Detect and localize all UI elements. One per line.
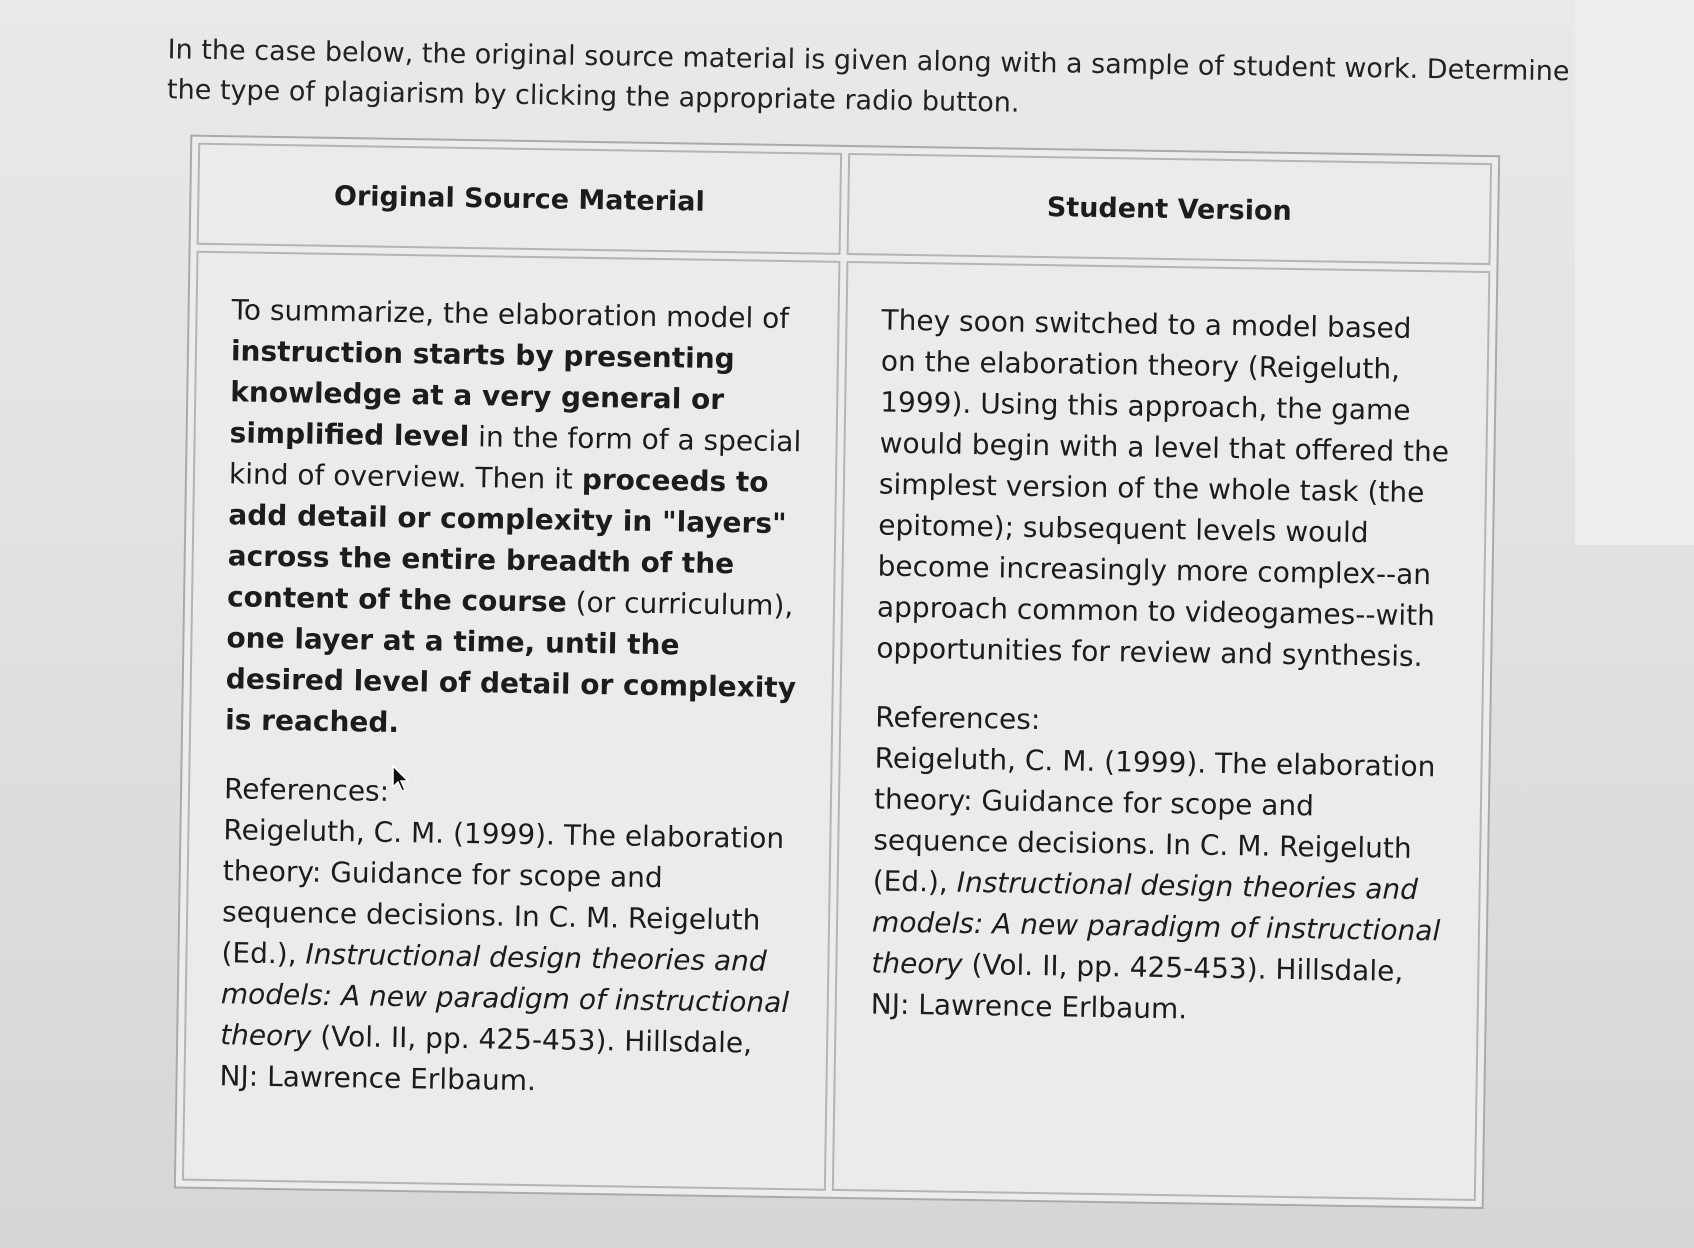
- original-citation: [219, 809, 795, 1105]
- passage-segment: in the form of a special kind of overview. Then it: [228, 420, 802, 496]
- original-passage: [225, 289, 804, 749]
- mouse-pointer-icon: [392, 765, 412, 793]
- citation-part: Reigeluth, C. M. (1999). The elaboration theory: Guidance for scope and sequence decisions. In C. M. Reigeluth (Ed.),: [221, 813, 785, 971]
- right-panel-strip: [1575, 0, 1694, 545]
- header-original: Original Source Material: [197, 143, 843, 255]
- citation-part: (Vol. II, pp. 425-453). Hillsdale, NJ: Lawrence Erlbaum.: [870, 947, 1404, 1026]
- citation-part: (Vol. II, pp. 425-453). Hillsdale, NJ: Lawrence Erlbaum.: [219, 1019, 753, 1098]
- passage-segment: To summarize, the elaboration model of: [231, 293, 790, 336]
- student-citation: [870, 737, 1446, 1033]
- original-references-label: References:: [223, 772, 390, 808]
- passage-segment-bold: one layer at a time, until the desired level of detail or complexity is reached.: [224, 621, 797, 739]
- header-student: Student Version: [847, 153, 1493, 265]
- passage-segment: (or curriculum),: [566, 585, 794, 623]
- citation-title: Instructional design theories and models: A new paradigm of instructional theory: [219, 937, 790, 1053]
- citation-part: Reigeluth, C. M. (1999). The elaboration theory: Guidance for scope and sequence decisions. In C. M. Reigeluth (Ed.),: [872, 741, 1436, 899]
- original-source-cell: [182, 251, 841, 1191]
- passage-segment-bold: instruction starts by presenting knowledge at a very general or simplified level: [229, 334, 735, 454]
- passage-segment-bold: proceeds to add detail or complexity in "layers" across the entire breadth of the content of the course: [226, 462, 787, 619]
- student-passage: They soon switched to a model based on the elaboration theory (Reigeluth, 1999). Using this approach, the game would begin with a level that offered the simplest version of the whole task (the epitome); subsequent levels would become increasingly more complex--an approach common to videogames--with opportunities for review and synthesis.: [876, 303, 1450, 674]
- question-content: [132, 30, 1570, 1210]
- student-references-label: References:: [875, 700, 1041, 737]
- instructions-text: In the case below, the original source material is given along with a sample of student work. Determine the type of plagiarism by clicking the appropriate radio button.: [166, 34, 1570, 119]
- student-version-cell: [832, 261, 1491, 1201]
- citation-title: Instructional design theories and models: A new paradigm of instructional theory: [871, 865, 1441, 981]
- comparison-table: [174, 135, 1500, 1209]
